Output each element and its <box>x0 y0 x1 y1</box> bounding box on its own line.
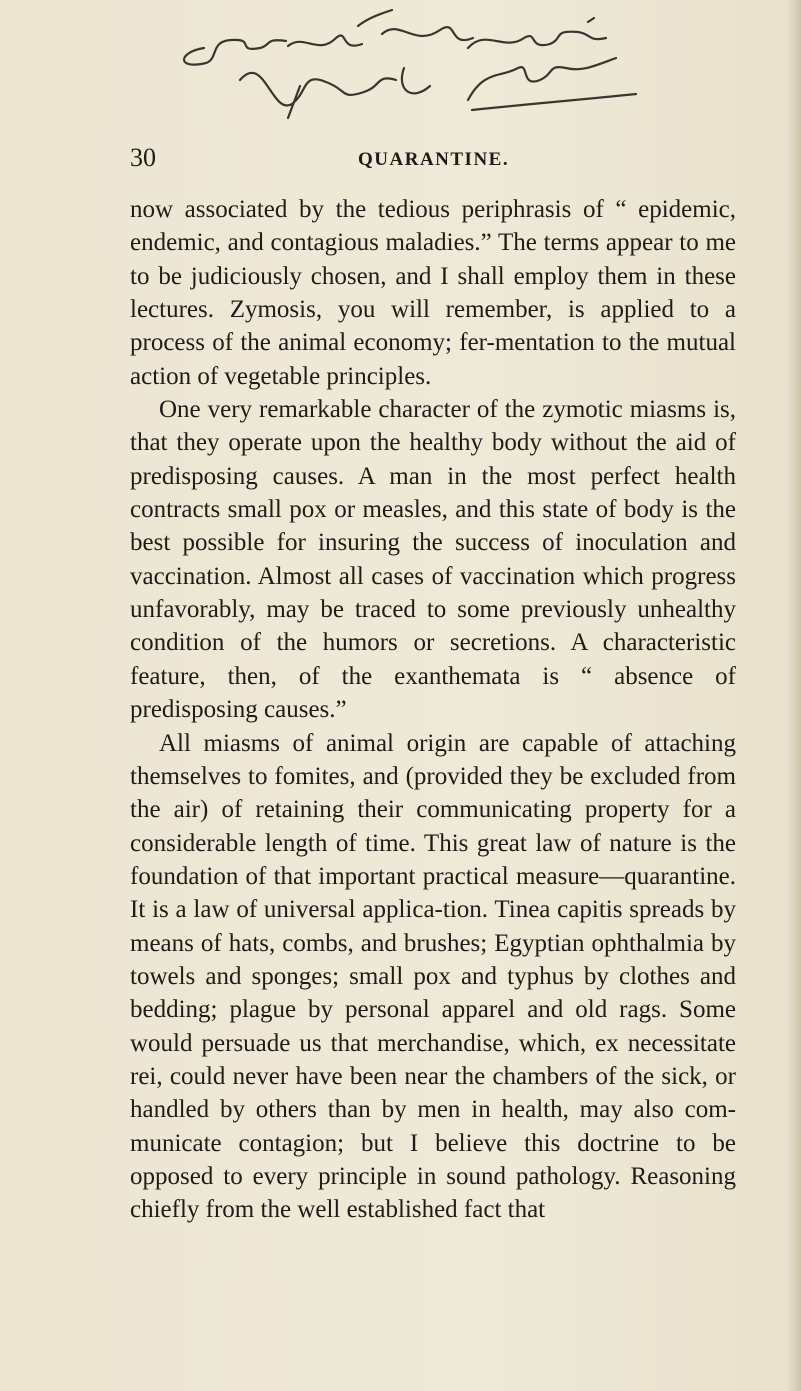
paragraph: All miasms of animal origin are capable of attaching themselves to fomites, and (provided they be excluded from the air) of retaining their communicating property for a considerable length of time. This great law of nature is the foundation of that important practical measure—quarantine. It is a law of universal applica-tion. Tinea capitis spreads by means of hats, combs, and brushes; Egyptian ophthalmia by towels and sponges; small pox and typhus by clothes and bedding; plague by personal apparel and old rags. Some would persuade us that merchandise, which, ex necessitate rei, could never have been near the chambers of the sick, or handled by others than by men in health, may also com-municate contagion; but I believe this doctrine to be opposed to every principle in sound pathology. Reasoning chiefly from the well established fact that <box>130 729 736 1224</box>
signature-icon <box>168 8 668 123</box>
page-number: 30 <box>130 143 156 172</box>
paragraph: now associated by the tedious periphrasis of “ epidemic, endemic, and contagious maladies.” The terms appear to me to be judiciously chosen, and I shall employ them in these lectures. Zymosis, you will remember, is applied to a process of the animal economy; fer-mentation to the mutual action of vegetable principles. <box>130 196 736 390</box>
paragraph: One very remarkable character of the zymotic miasms is, that they operate upon the healthy body without the aid of predisposing causes. A man in the most perfect health contracts small pox or measles, and this state of body is the best possible for insuring the success of inoculation and vaccination. Almost all cases of vaccination which progress unfavorably, may be traced to some previously unhealthy condition of the humors or secretions. A characteristic feature, then, of the exanthemata is “ absence of predisposing causes.” <box>130 396 736 724</box>
running-head: QUARANTINE. <box>358 149 510 170</box>
page-edge-shadow <box>787 0 801 1391</box>
body-text <box>130 193 736 1227</box>
